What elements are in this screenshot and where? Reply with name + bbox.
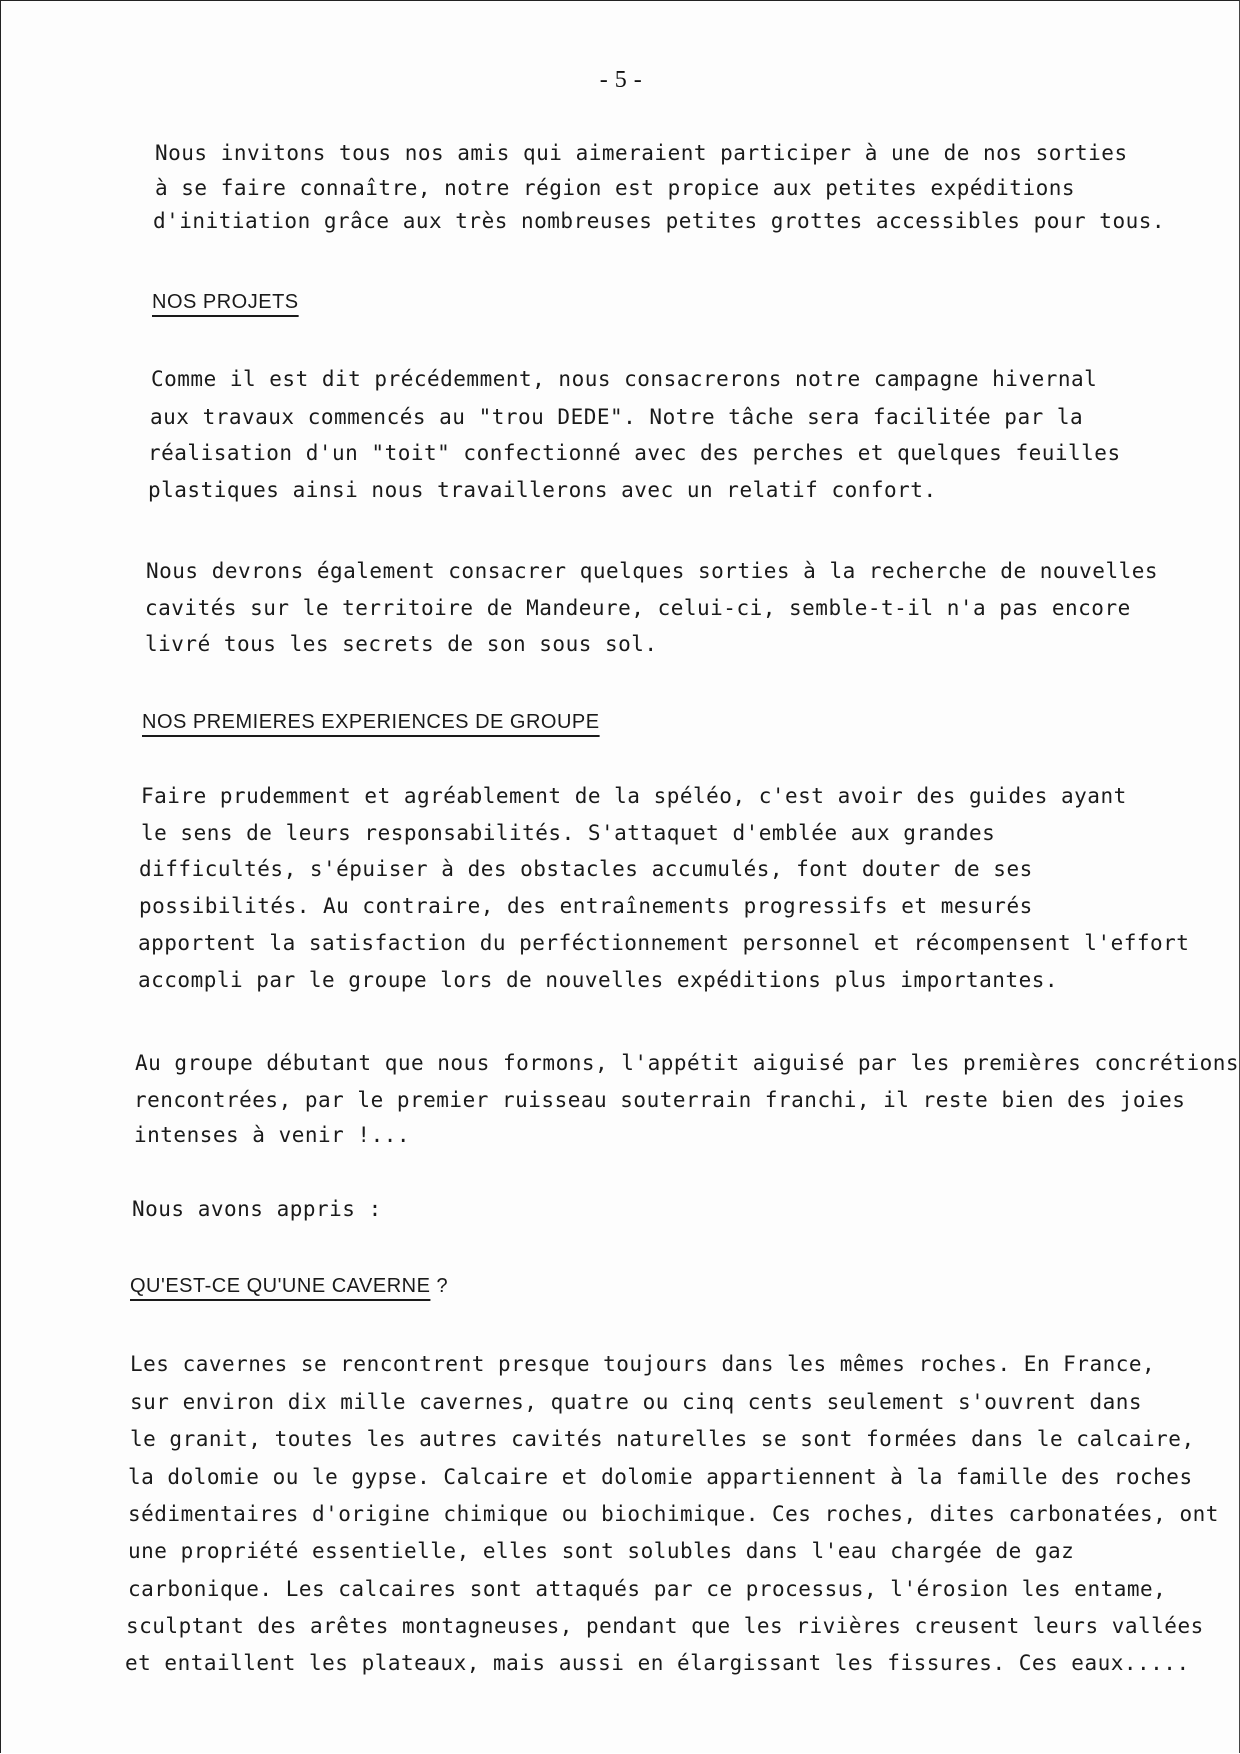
text-line: Faire prudemment et agréablement de la spéléo, c'est avoir des guides ayant xyxy=(141,784,1127,808)
text-line: d'initiation grâce aux très nombreuses petites grottes accessibles pour tous. xyxy=(153,209,1166,233)
text-nous-avons-appris: Nous avons appris : xyxy=(132,1197,382,1221)
text-line: Nous devrons également consacrer quelques sorties à la recherche de nouvelles xyxy=(146,559,1159,583)
text-line: intenses à venir !... xyxy=(134,1123,411,1147)
text-line: le sens de leurs responsabilités. S'attaquet d'emblée aux grandes xyxy=(141,821,996,845)
text-line: cavités sur le territoire de Mandeure, celui-ci, semble-t-il n'a pas encore xyxy=(145,596,1131,620)
heading-caverne-suffix: ? xyxy=(430,1275,449,1297)
page-number: - 5 - xyxy=(599,67,643,93)
text-line: et entaillent les plateaux, mais aussi en élargissant les fissures. Ces eaux..... xyxy=(125,1651,1190,1675)
text-line: Nous invitons tous nos amis qui aimeraient participer à une de nos sorties xyxy=(155,141,1128,165)
heading-nos-projets: NOS PROJETS xyxy=(152,291,299,313)
text-line: possibilités. Au contraire, des entraînements progressifs et mesurés xyxy=(139,894,1033,918)
text-line: livré tous les secrets de son sous sol. xyxy=(145,632,658,656)
text-line: la dolomie ou le gypse. Calcaire et dolomie appartiennent à la famille des roches xyxy=(128,1465,1193,1489)
text-line: difficultés, s'épuiser à des obstacles accumulés, font douter de ses xyxy=(139,857,1033,881)
heading-premieres-experiences: NOS PREMIERES EXPERIENCES DE GROUPE xyxy=(142,711,600,733)
heading-caverne xyxy=(130,1276,448,1296)
text-line: sur environ dix mille cavernes, quatre ou cinq cents seulement s'ouvrent dans xyxy=(130,1390,1143,1414)
text-line: apportent la satisfaction du perféctionnement personnel et récompensent l'effort xyxy=(138,931,1190,955)
text-line: à se faire connaître, notre région est propice aux petites expéditions xyxy=(155,176,1076,200)
text-line: le granit, toutes les autres cavités naturelles se sont formées dans le calcaire, xyxy=(130,1427,1195,1451)
text-line: plastiques ainsi nous travaillerons avec un relatif confort. xyxy=(148,478,937,502)
text-line: réalisation d'un "toit" confectionné avec des perches et quelques feuilles xyxy=(148,441,1121,465)
text-line: Au groupe débutant que nous formons, l'appétit aiguisé par les premières concrétions xyxy=(135,1051,1240,1075)
text-line: rencontrées, par le premier ruisseau souterrain franchi, il reste bien des joies xyxy=(134,1088,1186,1112)
text-line: une propriété essentielle, elles sont solubles dans l'eau chargée de gaz xyxy=(128,1539,1075,1563)
text-line: sédimentaires d'origine chimique ou biochimique. Ces roches, dites carbonatées, ont xyxy=(128,1502,1219,1526)
text-line: Comme il est dit précédemment, nous consacrerons notre campagne hivernal xyxy=(151,367,1098,391)
text-line: aux travaux commencés au "trou DEDE". Notre tâche sera facilitée par la xyxy=(150,405,1084,429)
text-line: accompli par le groupe lors de nouvelles expéditions plus importantes. xyxy=(138,968,1059,992)
text-line: Les cavernes se rencontrent presque toujours dans les mêmes roches. En France, xyxy=(130,1352,1156,1376)
text-line: carbonique. Les calcaires sont attaqués par ce processus, l'érosion les entame, xyxy=(128,1577,1167,1601)
heading-caverne-text: QU'EST-CE QU'UNE CAVERNE xyxy=(130,1275,431,1297)
text-line: sculptant des arêtes montagneuses, pendant que les rivières creusent leurs vallées xyxy=(126,1614,1204,1638)
